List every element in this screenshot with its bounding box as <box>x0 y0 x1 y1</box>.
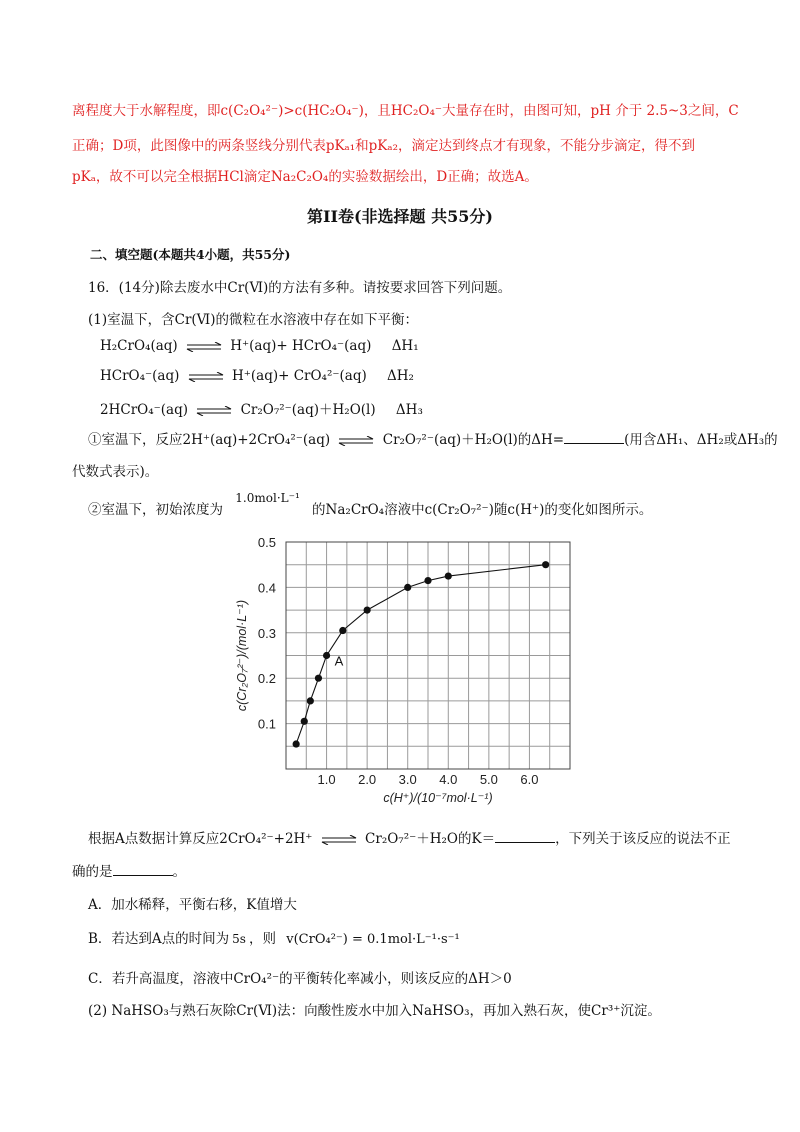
calc-question-tail: ，下列关于该反应的说法不正 <box>555 831 731 847</box>
equilibrium-1 <box>100 338 419 354</box>
section-title: 第II卷(非选择题 共55分) <box>307 207 493 226</box>
equilibrium-1-dh: ΔH₁ <box>391 338 419 354</box>
equilibrium-2-right: H⁺(aq)+ CrO₄²⁻(aq) <box>231 368 367 384</box>
option-b <box>88 927 460 947</box>
equilibrium-arrows-icon <box>186 342 222 352</box>
option-b-mid: ，则 <box>248 931 276 947</box>
calc-question-prompt: 确的是 <box>72 864 113 880</box>
data-point <box>364 607 371 614</box>
equilibrium-3-right: Cr₂O₇²⁻(aq)＋H₂O(l) <box>240 402 376 418</box>
calc-question <box>88 827 731 847</box>
option-b-lead: B．若达到A点的时间为 <box>88 931 230 947</box>
x-tick-label: 3.0 <box>398 772 417 787</box>
sub-question-1-reaction: ①室温下，反应2H⁺(aq)+2CrO₄²⁻(aq) <box>88 432 331 448</box>
calc-question-continued <box>72 860 186 880</box>
option-b-rate: v(CrO₄²⁻) = 0.1mol·L⁻¹·s⁻¹ <box>286 932 460 947</box>
initial-concentration: 1.0mol·L⁻¹ <box>235 491 300 505</box>
sub-question-2 <box>88 491 653 518</box>
sub-question-1 <box>88 428 778 448</box>
point-a-label: A <box>334 653 344 669</box>
data-point <box>307 697 314 704</box>
equilibrium-arrows-icon <box>321 835 357 845</box>
sub-question-2-lead: ②室温下，初始浓度为 <box>88 502 223 518</box>
section-subtitle: 二、填空题(本题共4小题，共55分) <box>90 247 291 262</box>
question-16-part-1: (1)室温下，含Cr(Ⅵ)的微粒在水溶液中存在如下平衡： <box>88 312 419 328</box>
y-tick-label: 0.5 <box>257 535 276 550</box>
analysis-line-1: 离程度大于水解程度，即c(C₂O₄²⁻)>c(HC₂O₄⁻)，且HC₂O₄⁻大量存在时，由图可知，pH 介于 2.5~3之间，C <box>72 103 739 119</box>
equilibrium-arrows-icon <box>196 406 232 416</box>
calc-question-reaction: 根据A点数据计算反应2CrO₄²⁻+2H⁺ <box>88 831 313 847</box>
equilibrium-2 <box>100 368 414 384</box>
data-point <box>339 627 346 634</box>
calc-question-k: Cr₂O₇²⁻＋H₂O的K＝ <box>365 831 496 847</box>
concentration-chart <box>228 532 588 807</box>
analysis-line-3: pKₐ，故不可以完全根据HCl滴定Na₂C₂O₄的实验数据绘出，D正确；故选A。 <box>72 169 538 185</box>
equilibrium-3-dh: ΔH₃ <box>395 402 423 418</box>
sub-question-1-continued: 代数式表示)。 <box>72 464 159 480</box>
data-point <box>323 652 330 659</box>
calc-question-period: 。 <box>172 864 186 880</box>
answer-blank-k[interactable] <box>495 830 555 843</box>
answer-blank[interactable] <box>564 431 624 444</box>
sub-question-2-desc: 的Na₂CrO₄溶液中c(Cr₂O₇²⁻)随c(H⁺)的变化如图所示。 <box>312 502 653 518</box>
x-tick-label: 6.0 <box>520 772 539 787</box>
y-tick-label: 0.3 <box>257 625 276 641</box>
option-c: C．若升高温度，溶液中CrO₄²⁻的平衡转化率减小，则该反应的ΔH＞0 <box>88 971 512 987</box>
answer-blank-choice[interactable] <box>113 863 173 876</box>
sub-question-1-note: (用含ΔH₁、ΔH₂或ΔH₃的 <box>624 432 778 448</box>
data-point <box>293 740 300 747</box>
question-16-stem: 16．(14分)除去废水中Cr(Ⅵ)的方法有多种。请按要求回答下列问题。 <box>88 280 512 296</box>
y-tick-label: 0.2 <box>257 671 276 687</box>
y-tick-label: 0.1 <box>257 716 276 732</box>
x-tick-label: 4.0 <box>439 772 458 787</box>
equilibrium-1-left: H₂CrO₄(aq) <box>100 338 178 354</box>
series-line <box>296 565 546 744</box>
x-axis-label: c(H⁺)/(10⁻⁷mol·L⁻¹) <box>383 791 493 805</box>
data-point <box>315 675 322 682</box>
equilibrium-2-dh: ΔH₂ <box>387 368 414 384</box>
option-b-time: 5s <box>232 932 246 946</box>
equilibrium-arrows-icon <box>338 436 374 446</box>
equilibrium-3 <box>100 398 423 418</box>
x-tick-label: 2.0 <box>358 772 377 787</box>
data-point <box>301 718 308 725</box>
y-axis-label: c(Cr₂O₇²⁻)/(mol·L⁻¹) <box>235 599 249 712</box>
data-point <box>424 577 431 584</box>
equilibrium-arrows-icon <box>188 372 224 382</box>
question-16-part-2: (2) NaHSO₃与熟石灰除Cr(Ⅵ)法：向酸性废水中加入NaHSO₃，再加入熟石灰，使Cr³⁺沉淀。 <box>88 1003 661 1019</box>
analysis-line-2: 正确；D项，此图像中的两条竖线分别代表pKₐ₁和pKₐ₂，滴定达到终点才有现象，不能分步滴定，得不到 <box>72 138 696 154</box>
equilibrium-2-left: HCrO₄⁻(aq) <box>100 368 180 384</box>
data-point <box>542 561 549 568</box>
y-tick-label: 0.4 <box>257 580 276 596</box>
data-point <box>404 584 411 591</box>
sub-question-1-product: Cr₂O₇²⁻(aq)＋H₂O(l)的ΔH= <box>382 432 565 448</box>
data-point <box>445 572 452 579</box>
option-a: A．加水稀释，平衡右移，K值增大 <box>88 897 297 913</box>
equilibrium-1-right: H⁺(aq)+ HCrO₄⁻(aq) <box>230 338 372 354</box>
x-tick-label: 1.0 <box>317 772 336 787</box>
x-tick-label: 5.0 <box>479 772 498 787</box>
equilibrium-3-left: 2HCrO₄⁻(aq) <box>100 402 188 418</box>
